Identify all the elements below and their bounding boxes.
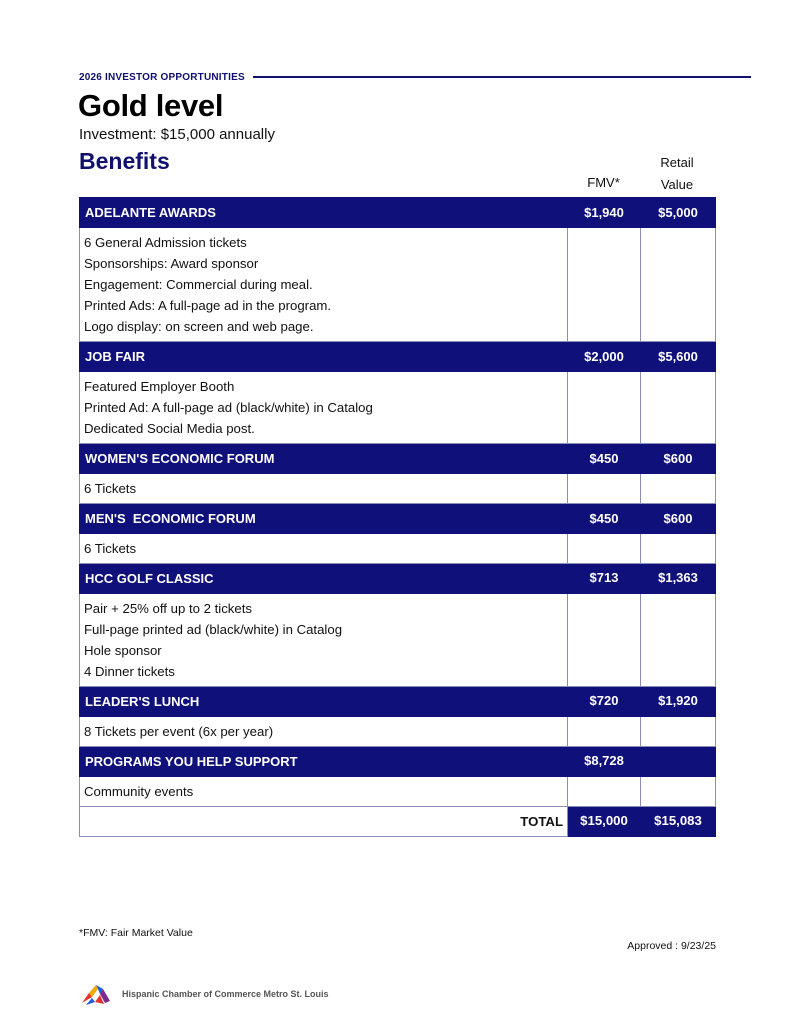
eyebrow-rule: [253, 76, 751, 78]
section-fmv: $450: [568, 504, 641, 534]
section-items-row: [80, 717, 716, 747]
section-items: [80, 372, 568, 444]
fmv-column-header: FMV*: [587, 175, 620, 190]
benefit-item: 6 Tickets: [84, 481, 137, 496]
chamber-logo-icon: [80, 981, 112, 1007]
section-retail: $600: [641, 504, 716, 534]
section-name: ADELANTE AWARDS: [80, 198, 568, 228]
section-items-row: [80, 777, 716, 807]
section-header-row: [80, 747, 716, 777]
section-name: JOB FAIR: [80, 342, 568, 372]
total-retail: $15,083: [641, 807, 716, 837]
section-header-row: [80, 687, 716, 717]
section-fmv: $8,728: [568, 747, 641, 777]
benefit-item: Sponsorships: Award sponsor: [84, 256, 259, 271]
section-fmv: $713: [568, 564, 641, 594]
empty-cell: [568, 534, 641, 564]
empty-cell: [641, 372, 716, 444]
section-items-row: [80, 372, 716, 444]
benefit-item: Full-page printed ad (black/white) in Catalog: [84, 622, 343, 637]
section-items-row: [80, 534, 716, 564]
section-name: PROGRAMS YOU HELP SUPPORT: [80, 747, 568, 777]
empty-cell: [568, 594, 641, 687]
benefit-item: Printed Ad: A full-page ad (black/white) in Catalog: [84, 400, 373, 415]
section-items: [80, 777, 568, 807]
benefit-item: Printed Ads: A full-page ad in the program.: [84, 298, 332, 313]
section-fmv: $2,000: [568, 342, 641, 372]
total-label: TOTAL: [80, 807, 568, 837]
empty-cell: [641, 474, 716, 504]
empty-cell: [568, 717, 641, 747]
total-fmv: $15,000: [568, 807, 641, 837]
empty-cell: [568, 372, 641, 444]
section-header-row: [80, 564, 716, 594]
section-fmv: $1,940: [568, 198, 641, 228]
eyebrow-text: 2026 INVESTOR OPPORTUNITIES: [79, 71, 245, 83]
empty-cell: [641, 228, 716, 342]
empty-cell: [641, 717, 716, 747]
investment-text: Investment: $15,000 annually: [79, 126, 275, 143]
empty-cell: [641, 534, 716, 564]
benefit-item: 6 Tickets: [84, 541, 137, 556]
fmv-footnote: *FMV: Fair Market Value: [79, 927, 193, 939]
section-retail: $5,000: [641, 198, 716, 228]
section-items-row: [80, 228, 716, 342]
page-title: Gold level: [78, 88, 224, 123]
retail-header-line1: Retail: [660, 155, 694, 170]
benefit-item: Pair + 25% off up to 2 tickets: [84, 601, 252, 616]
benefit-item: Hole sponsor: [84, 643, 162, 658]
benefit-item: 8 Tickets per event (6x per year): [84, 724, 274, 739]
section-items-row: [80, 594, 716, 687]
section-retail: [641, 747, 716, 777]
benefits-heading: Benefits: [79, 148, 170, 174]
section-retail: $1,363: [641, 564, 716, 594]
section-items: [80, 717, 568, 747]
section-items: [80, 534, 568, 564]
section-items: [80, 474, 568, 504]
org-name: Hispanic Chamber of Commerce Metro St. Louis: [122, 989, 329, 999]
section-name: MEN'S ECONOMIC FORUM: [80, 504, 568, 534]
section-name: HCC GOLF CLASSIC: [80, 564, 568, 594]
empty-cell: [568, 474, 641, 504]
empty-cell: [568, 228, 641, 342]
empty-cell: [641, 777, 716, 807]
section-retail: $1,920: [641, 687, 716, 717]
section-name: WOMEN'S ECONOMIC FORUM: [80, 444, 568, 474]
benefit-item: Featured Employer Booth: [84, 379, 235, 394]
eyebrow-row: [79, 70, 751, 84]
section-items-row: [80, 474, 716, 504]
benefit-item: Engagement: Commercial during meal.: [84, 277, 313, 292]
empty-cell: [641, 594, 716, 687]
section-header-row: [80, 342, 716, 372]
section-fmv: $450: [568, 444, 641, 474]
section-retail: $600: [641, 444, 716, 474]
org-footer: [80, 981, 329, 1007]
total-row: [80, 807, 716, 837]
section-header-row: [80, 504, 716, 534]
section-retail: $5,600: [641, 342, 716, 372]
section-header-row: [80, 444, 716, 474]
benefit-item: 6 General Admission tickets: [84, 235, 247, 250]
benefits-table: [79, 197, 716, 837]
section-items: [80, 594, 568, 687]
benefits-table-body: [80, 198, 716, 837]
retail-column-header: [640, 152, 714, 196]
benefit-item: 4 Dinner tickets: [84, 664, 175, 679]
section-name: LEADER'S LUNCH: [80, 687, 568, 717]
section-fmv: $720: [568, 687, 641, 717]
benefit-item: Community events: [84, 784, 194, 799]
retail-header-line2: Value: [660, 177, 694, 192]
approved-date: Approved : 9/23/25: [627, 940, 716, 952]
section-items: [80, 228, 568, 342]
benefit-item: Dedicated Social Media post.: [84, 421, 255, 436]
section-header-row: [80, 198, 716, 228]
benefit-item: Logo display: on screen and web page.: [84, 319, 314, 334]
empty-cell: [568, 777, 641, 807]
